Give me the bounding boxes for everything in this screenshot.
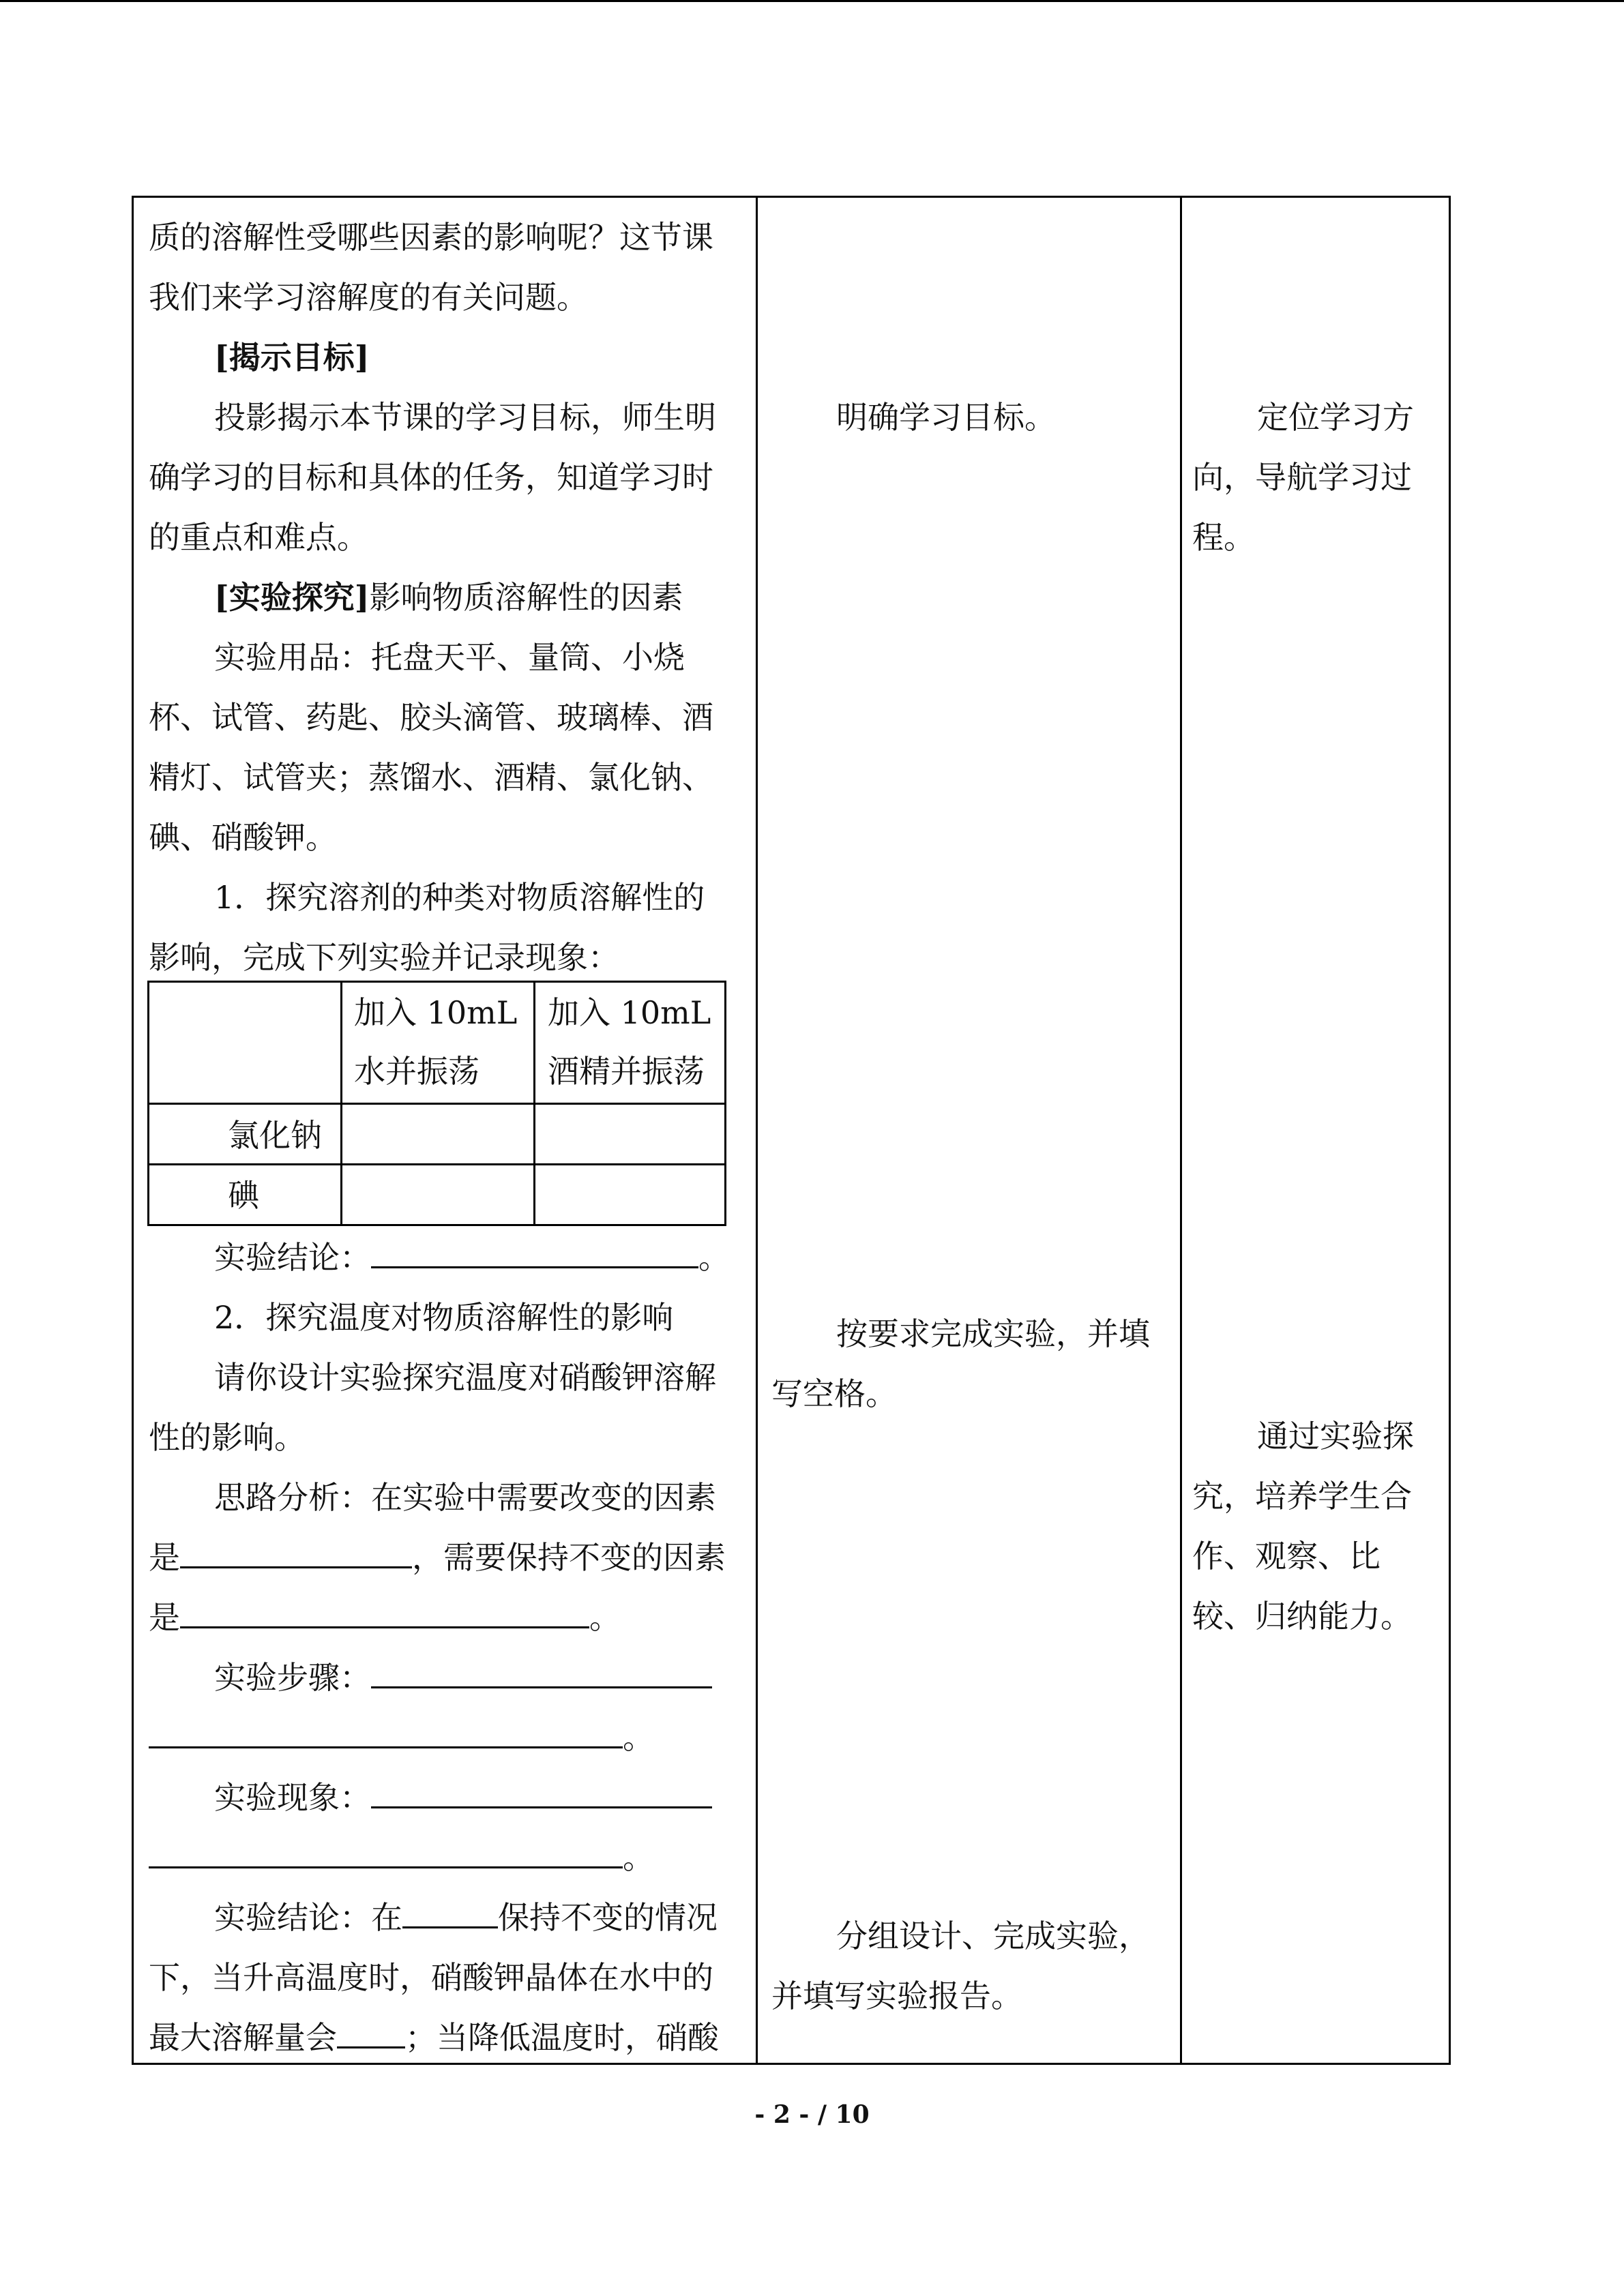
explore-title: 影响物质溶解性的因素 [369,579,683,616]
group-action-line-2: 并填写实验报告。 [771,1978,1022,2014]
analysis-line-1: 思路分析：在实验中需要改变的因素 [214,1479,716,1516]
lesson-plan-table [132,196,1451,2065]
supplies-line-4: 碘、硝酸钾。 [149,819,337,856]
analysis-line-2-pre: 是 [149,1539,180,1576]
intent1-line-2: 向，导航学习过 [1192,459,1412,496]
steps-line-2 [149,1708,654,1768]
experiment-action-line-1: 按要求完成实验，并填 [836,1315,1150,1352]
intent2-line-1: 通过实验探 [1257,1418,1414,1455]
task2-title: 2．探究温度对物质溶解性的影响 [214,1299,674,1336]
experiment-record-table [147,981,726,1226]
task1-line-1: 1．探究溶剂的种类对物质溶解性的 [214,879,705,916]
conclusion1-blank[interactable] [371,1232,698,1268]
steps-line-1 [214,1648,712,1708]
conclusion1-label: 实验结论： [214,1239,371,1276]
task1-line-2: 影响，完成下列实验并记录现象： [149,939,619,976]
conclusion2-line-1-pre: 实验结论：在 [214,1899,402,1936]
phenomenon-blank-2[interactable] [149,1832,623,1868]
header-alcohol-line-2: 酒精并振荡 [548,1053,705,1090]
page-number: - 2 - / 10 [754,2100,870,2129]
supplies-line-2: 杯、试管、药匙、胶头滴管、玻璃棒、酒 [149,699,713,736]
goal-text-line-2: 确学习的目标和具体的任务，知道学习时 [149,459,713,496]
constant-condition-blank[interactable] [402,1892,498,1928]
conclusion2-line-2: 下，当升高温度时，硝酸钾晶体在水中的 [149,1959,713,1996]
phenomenon-line-1 [214,1768,712,1828]
intent2-line-3: 作、观察、比 [1192,1538,1381,1575]
phenomenon-blank-1[interactable] [371,1772,712,1808]
phenomenon-line-2 [149,1828,654,1888]
conclusion1-end: 。 [698,1239,730,1276]
conclusion2-line-3-post: ；当降低温度时，硝酸 [405,2019,719,2056]
conclusion2-line-3 [149,2008,719,2068]
explore-heading-line [214,567,683,627]
constant-factor-blank[interactable] [180,1592,589,1628]
row-iodine: 碘 [228,1177,259,1214]
analysis-line-3-pre: 是 [149,1599,180,1636]
phenomenon-end: 。 [623,1839,654,1876]
steps-blank-1[interactable] [371,1652,712,1688]
conclusion2-line-1-post: 保持不变的情况 [498,1899,718,1936]
analysis-line-3 [149,1587,621,1648]
steps-label: 实验步骤： [214,1659,371,1696]
top-border-rule [0,0,1624,2]
header-water-line-1: 加入 10mL [354,994,518,1031]
goal-heading: [揭示目标] [214,339,370,376]
analysis-line-3-post: 。 [589,1599,621,1636]
max-solubility-blank[interactable] [337,2012,405,2048]
supplies-line-1: 实验用品：托盘天平、量筒、小烧 [214,639,685,676]
supplies-line-3: 精灯、试管夹；蒸馏水、酒精、氯化钠、 [149,759,713,796]
analysis-line-2-post: ，需要保持不变的因素 [412,1539,726,1576]
intro-text-line-2: 我们来学习溶解度的有关问题。 [149,279,588,316]
explore-heading: [实验探究] [214,579,370,616]
phenomenon-label: 实验现象： [214,1779,371,1816]
conclusion1-line [214,1227,730,1287]
intent1-line-3: 程。 [1192,519,1255,556]
steps-blank-2[interactable] [149,1712,623,1748]
conclusion2-line-1 [214,1888,718,1948]
change-factor-blank[interactable] [180,1532,412,1568]
header-water-line-2: 水并振荡 [354,1053,479,1090]
task2-line-2: 性的影响。 [149,1419,306,1456]
row-sodium-chloride: 氯化钠 [228,1117,322,1154]
teaching-process-column [134,198,758,2063]
group-action-line-1: 分组设计、完成实验， [836,1918,1150,1954]
design-intent-column [1182,198,1449,2063]
conclusion2-line-3-pre: 最大溶解量会 [149,2019,337,2056]
goal-text-line-3: 的重点和难点。 [149,519,368,556]
goal-text-line-1: 投影揭示本节课的学习目标，师生明 [214,399,716,436]
goal-action: 明确学习目标。 [836,399,1056,436]
student-activity-column [758,198,1182,2063]
intent2-line-4: 较、归纳能力。 [1192,1598,1412,1635]
task2-line-1: 请你设计实验探究温度对硝酸钾溶解 [214,1359,716,1396]
analysis-line-2 [149,1527,726,1587]
steps-end: 。 [623,1719,654,1756]
intent2-line-2: 究，培养学生合 [1192,1478,1412,1515]
intro-text-line-1: 质的溶解性受哪些因素的影响呢？这节课 [149,219,713,256]
intent1-line-1: 定位学习方 [1257,399,1414,436]
header-alcohol-line-1: 加入 10mL [548,994,711,1031]
table-divider [149,1103,724,1105]
experiment-action-line-2: 写空格。 [771,1375,897,1412]
